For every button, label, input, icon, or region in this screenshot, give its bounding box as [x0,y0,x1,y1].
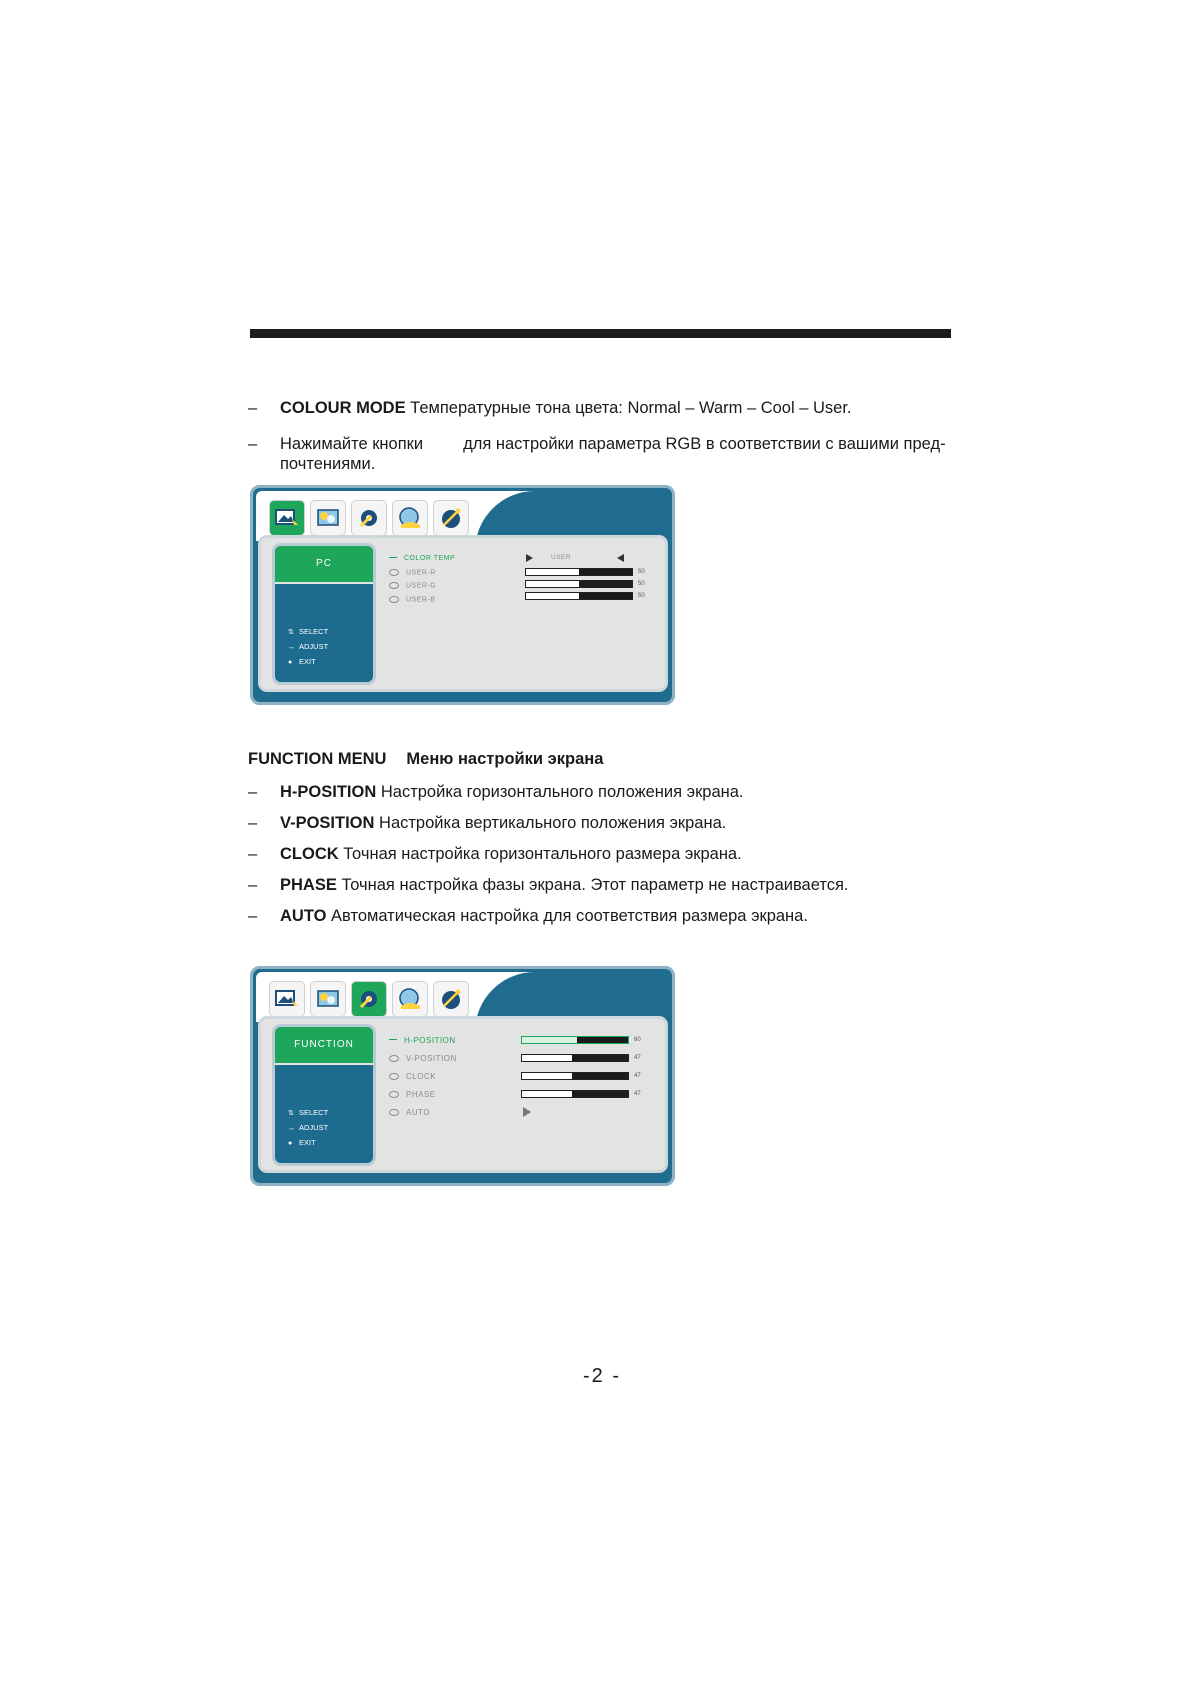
v-position-row[interactable]: V-POSITION [389,1054,457,1063]
osd-source-label: PC [275,546,373,584]
description: Автоматическая настройка для соответствия размера экрана. [326,907,808,925]
h-position-bar[interactable] [521,1036,629,1044]
description: Настройка горизонтального положения экрана. [376,783,744,801]
h-position-value: 60 [634,1037,641,1043]
term: V-POSITION [280,814,375,832]
adjust-key-label: ADJUST [299,642,329,651]
user-b-row[interactable]: USER-B [389,596,435,603]
function-icon[interactable] [352,982,386,1016]
osd-icon[interactable] [393,982,427,1016]
osd-menu-label: FUNCTION [275,1027,373,1065]
osd-icon[interactable] [393,501,427,535]
color-temp-value: USER [551,554,572,561]
key-legend: ⇅ SELECT ↔ ADJUST ● EXIT [288,1108,329,1147]
function-menu-heading [248,750,603,769]
h-position-row[interactable]: H-POSITION [389,1036,456,1045]
v-position-value: 47 [634,1055,641,1061]
user-g-value: 50 [638,581,645,587]
user-b-value: 50 [638,593,645,599]
select-key-label: SELECT [299,627,329,636]
term: H-POSITION [280,783,377,801]
v-position-bar[interactable] [521,1054,629,1062]
user-g-bar[interactable] [525,580,633,588]
clock-row[interactable]: CLOCK [389,1072,436,1081]
description: Точная настройка фазы экрана. Этот параметр не настраивается. [336,876,849,894]
top-rule [250,329,951,338]
osd-side-panel [275,1027,373,1163]
term: PHASE [280,876,337,894]
clock-value: 47 [634,1073,641,1079]
phase-row[interactable]: PHASE [389,1090,436,1099]
description-c: почтениями. [280,455,376,473]
list-dash: – [248,399,258,417]
left-arrow-icon[interactable] [617,554,624,562]
heading-en: FUNCTION MENU [248,750,387,768]
color-temp-row[interactable]: COLOR TEMP [389,555,455,562]
user-b-bar[interactable] [525,592,633,600]
exit-key-label: EXIT [299,1138,316,1147]
exit-key-label: EXIT [299,657,316,666]
user-r-bar[interactable] [525,568,633,576]
right-arrow-icon[interactable] [526,554,533,562]
term: CLOCK [280,845,339,863]
term: COLOUR MODE [280,399,406,417]
function-icon[interactable] [352,501,386,535]
adjust-key-label: ADJUST [299,1123,329,1132]
user-r-value: 50 [638,569,645,575]
list-dash: – [248,435,258,453]
play-arrow-icon[interactable] [523,1107,531,1117]
term: AUTO [280,907,327,925]
page-number: -2 - [583,1365,621,1387]
misc-icon[interactable] [434,501,468,535]
picture-icon[interactable] [270,982,304,1016]
osd-function-menu [250,966,675,1186]
description-a: Нажимайте кнопки [280,435,424,453]
phase-value: 47 [634,1091,641,1097]
osd-side-panel [275,546,373,682]
description: Температурные тона цвета: Normal – Warm – Cool – User. [405,399,852,417]
rgb-adjust-item [248,434,958,476]
osd-color-menu [250,485,675,705]
color-icon[interactable] [311,982,345,1016]
description: Точная настройка горизонтального размера экрана. [338,845,742,863]
auto-row[interactable]: AUTO [389,1108,430,1117]
key-legend: ⇅ SELECT ↔ ADJUST ● EXIT [288,627,329,666]
heading-ru: Меню настройки экрана [406,750,604,768]
user-g-row[interactable]: USER-G [389,582,436,589]
phase-bar[interactable] [521,1090,629,1098]
user-r-row[interactable]: USER-R [389,569,436,576]
picture-icon[interactable] [270,501,304,535]
description-b: для настройки параметра RGB в соответствии с вашими пред- [463,435,946,453]
description: Настройка вертикального положения экрана. [374,814,727,832]
osd-content [261,1019,665,1170]
color-icon[interactable] [311,501,345,535]
osd-content [261,538,665,689]
misc-icon[interactable] [434,982,468,1016]
select-key-label: SELECT [299,1108,329,1117]
clock-bar[interactable] [521,1072,629,1080]
